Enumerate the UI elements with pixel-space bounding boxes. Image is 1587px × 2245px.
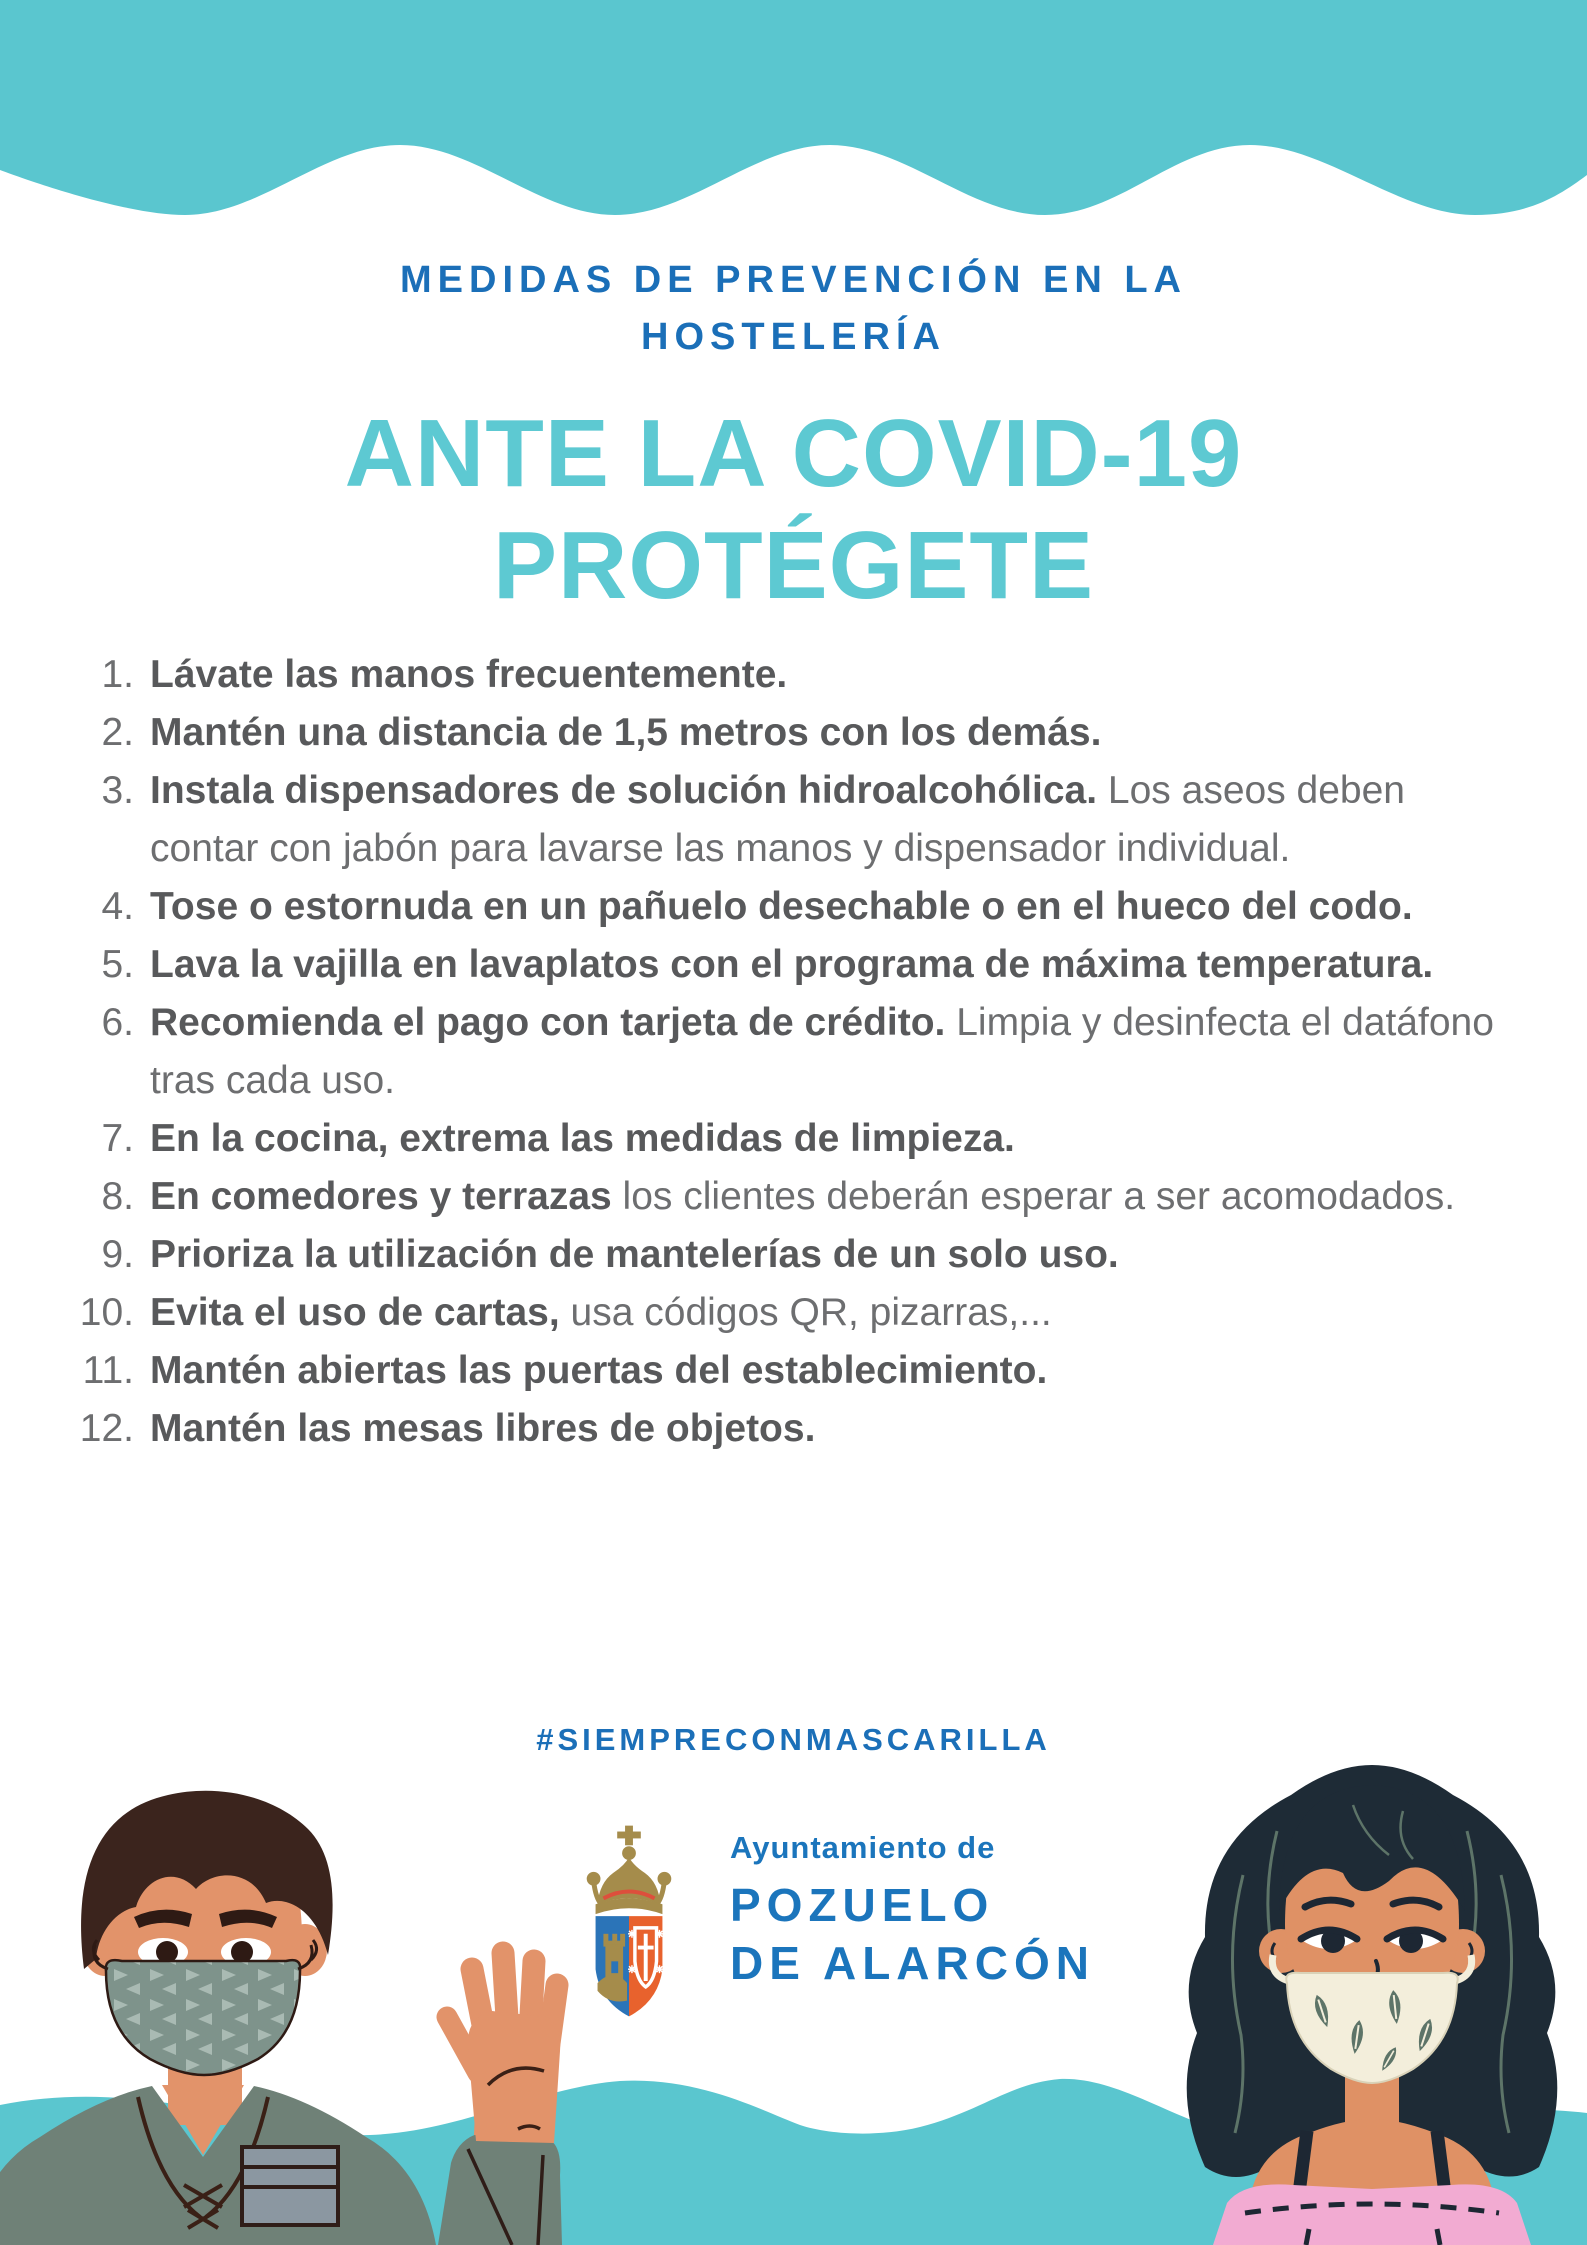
list-item — [76, 704, 1510, 762]
list-item-text — [150, 704, 1510, 762]
list-item-bold: Mantén las mesas libres de objetos. — [150, 1407, 816, 1450]
top-wave-decoration — [0, 0, 1587, 230]
list-item — [76, 1400, 1510, 1458]
list-item — [76, 646, 1510, 704]
list-item — [76, 1110, 1510, 1168]
list-item-rest: Limpia y desinfecta el datáfono tras cada uso. — [150, 1001, 1494, 1102]
list-item-number: 3. — [101, 769, 134, 812]
list-item-text — [150, 1110, 1510, 1168]
list-item-text — [150, 936, 1510, 994]
list-item-text — [150, 1168, 1510, 1226]
city-logo — [570, 1822, 1095, 2022]
list-item-text — [150, 1284, 1510, 1342]
list-item-bold: Instala dispensadores de solución hidroalcohólica. — [150, 769, 1098, 812]
list-item — [76, 1226, 1510, 1284]
poster-title-line2: PROTÉGETE — [492, 512, 1095, 619]
list-item-number: 2. — [101, 711, 134, 754]
list-item-number: 11. — [82, 1349, 134, 1392]
coat-of-arms-icon — [570, 1822, 688, 2022]
list-item-number: 7. — [101, 1117, 134, 1160]
list-item-bold: Recomienda el pago con tarjeta de crédito. — [150, 1001, 946, 1044]
list-item-text — [150, 646, 1510, 704]
list-item — [76, 1168, 1510, 1226]
city-logo-line1: Ayuntamiento de — [730, 1830, 996, 1865]
list-item-text — [150, 994, 1510, 1110]
list-item-rest: Los aseos deben contar con jabón para lavarse las manos y dispensador individual. — [150, 769, 1405, 870]
list-item-text — [150, 1400, 1510, 1458]
list-item-bold: En la cocina, extrema las medidas de limpieza. — [150, 1117, 1015, 1160]
list-item-bold: Evita el uso de cartas, — [150, 1291, 560, 1334]
woman-top — [1213, 2184, 1531, 2245]
list-item-bold: Prioriza la utilización de mantelerías de un solo uso. — [150, 1233, 1119, 1276]
list-item-text — [150, 1226, 1510, 1284]
header-kicker-line2: HOSTELERÍA — [641, 316, 946, 358]
list-item-bold: Mantén una distancia de 1,5 metros con los demás. — [150, 711, 1102, 754]
woman-with-mask-illustration — [1157, 1735, 1587, 2245]
list-item-number: 1. — [101, 653, 134, 696]
list-item — [76, 762, 1510, 878]
list-item-bold: En comedores y terrazas — [150, 1175, 612, 1218]
list-item-number: 9. — [101, 1233, 134, 1276]
list-item-number: 12. — [79, 1407, 134, 1450]
poster-title — [0, 398, 1587, 622]
list-item-text — [150, 878, 1510, 936]
list-item-text — [150, 762, 1510, 878]
list-item — [76, 878, 1510, 936]
measures-list — [76, 646, 1510, 1458]
list-item-number: 4. — [101, 885, 134, 928]
city-logo-line2: POZUELO — [730, 1879, 995, 1931]
city-logo-line3: DE ALARCÓN — [730, 1937, 1095, 1989]
list-item-number: 6. — [101, 1001, 134, 1044]
header-kicker — [0, 252, 1587, 366]
list-item-rest: los clientes deberán esperar a ser acomodados. — [611, 1175, 1456, 1218]
list-item-bold: Lava la vajilla en lavaplatos con el programa de máxima temperatura. — [150, 943, 1434, 986]
poster-title-line1: ANTE LA COVID-19 — [344, 400, 1243, 507]
shirt-pocket — [242, 2147, 338, 2225]
list-item — [76, 994, 1510, 1110]
list-item-bold: Lávate las manos frecuentemente. — [150, 653, 788, 696]
raised-hand — [438, 1953, 562, 2245]
list-item-rest: usa códigos QR, pizarras,... — [559, 1291, 1052, 1334]
list-item-bold: Tose o estornuda en un pañuelo desechable o en el hueco del codo. — [150, 885, 1413, 928]
man-with-mask-illustration — [0, 1755, 580, 2245]
list-item-number: 5. — [101, 943, 134, 986]
city-logo-text — [730, 1830, 1095, 1992]
list-item-number: 10. — [79, 1291, 134, 1334]
list-item-bold: Mantén abiertas las puertas del establecimiento. — [150, 1349, 1048, 1392]
list-item — [76, 1342, 1510, 1400]
header-kicker-line1: MEDIDAS DE PREVENCIÓN EN LA — [400, 259, 1187, 301]
list-item-number: 8. — [101, 1175, 134, 1218]
list-item-text — [150, 1342, 1510, 1400]
man-face-mask — [106, 1960, 300, 2075]
hashtag: #SIEMPRECONMASCARILLA — [536, 1722, 1051, 1757]
list-item — [76, 936, 1510, 994]
list-item — [76, 1284, 1510, 1342]
